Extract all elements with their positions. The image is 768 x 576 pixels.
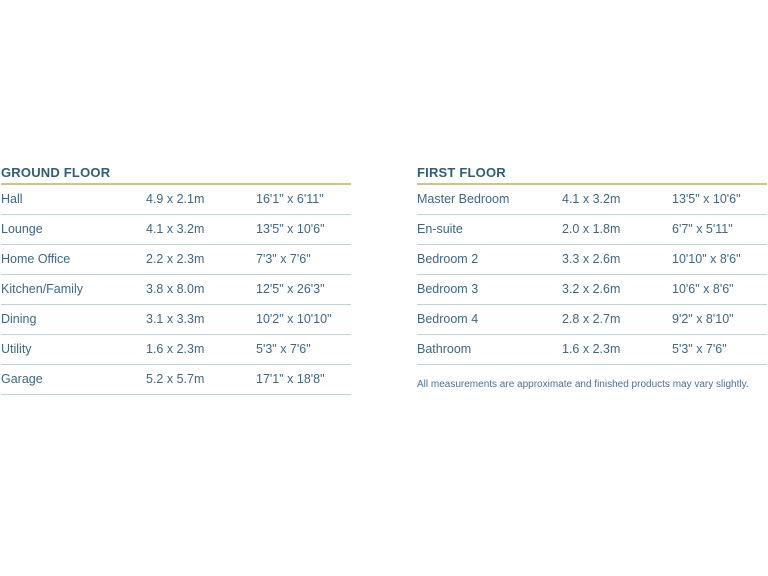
room-imperial-size: 10'10" x 8'6" [672, 252, 741, 266]
room-imperial-size: 5'3" x 7'6" [256, 342, 311, 356]
room-metric-size: 3.3 x 2.6m [562, 252, 621, 266]
room-metric-size: 3.8 x 8.0m [146, 282, 205, 296]
room-row [417, 245, 767, 275]
room-metric-size: 4.9 x 2.1m [146, 192, 205, 206]
room-row [417, 185, 767, 215]
room-name: Utility [1, 342, 32, 356]
room-imperial-size: 13'5" x 10'6" [256, 222, 325, 236]
room-imperial-size: 13'5" x 10'6" [672, 192, 741, 206]
room-row [1, 275, 351, 305]
ground-floor-section [1, 163, 351, 395]
room-row [417, 335, 767, 365]
room-row [1, 185, 351, 215]
first-floor-room-list [417, 185, 767, 365]
room-imperial-size: 9'2" x 8'10" [672, 312, 734, 326]
room-imperial-size: 5'3" x 7'6" [672, 342, 727, 356]
room-name: Bedroom 2 [417, 252, 479, 266]
room-imperial-size: 12'5" x 26'3" [256, 282, 325, 296]
room-name: Lounge [1, 222, 43, 236]
room-row [1, 365, 351, 395]
room-name: Bedroom 4 [417, 312, 479, 326]
room-metric-size: 5.2 x 5.7m [146, 372, 205, 386]
room-metric-size: 3.2 x 2.6m [562, 282, 621, 296]
room-name: Kitchen/Family [1, 282, 83, 296]
room-name: Garage [1, 372, 43, 386]
room-row [417, 215, 767, 245]
room-name: Dining [1, 312, 37, 326]
room-imperial-size: 10'6" x 8'6" [672, 282, 734, 296]
room-metric-size: 1.6 x 2.3m [562, 342, 621, 356]
first-floor-section [417, 163, 767, 390]
room-row [417, 275, 767, 305]
room-metric-size: 3.1 x 3.3m [146, 312, 205, 326]
ground-floor-title: GROUND FLOOR [1, 163, 351, 185]
ground-floor-room-list [1, 185, 351, 395]
room-row [417, 305, 767, 335]
room-imperial-size: 16'1" x 6'11" [256, 192, 324, 206]
room-metric-size: 4.1 x 3.2m [146, 222, 205, 236]
room-row [1, 215, 351, 245]
room-row [1, 245, 351, 275]
room-row [1, 305, 351, 335]
room-metric-size: 2.0 x 1.8m [562, 222, 621, 236]
room-imperial-size: 7'3" x 7'6" [256, 252, 311, 266]
room-metric-size: 2.8 x 2.7m [562, 312, 621, 326]
room-name: Master Bedroom [417, 192, 510, 206]
room-name: En-suite [417, 222, 463, 236]
room-name: Hall [1, 192, 23, 206]
room-name: Bedroom 3 [417, 282, 479, 296]
first-floor-title: FIRST FLOOR [417, 163, 767, 185]
room-row [1, 335, 351, 365]
measurements-disclaimer: All measurements are approximate and finished products may vary slightly. [417, 379, 749, 390]
room-name: Bathroom [417, 342, 472, 356]
room-imperial-size: 10'2" x 10'10" [256, 312, 332, 326]
room-name: Home Office [1, 252, 71, 266]
room-metric-size: 2.2 x 2.3m [146, 252, 205, 266]
room-imperial-size: 6'7" x 5'11" [672, 222, 733, 236]
room-metric-size: 1.6 x 2.3m [146, 342, 205, 356]
room-imperial-size: 17'1" x 18'8" [256, 372, 325, 386]
room-metric-size: 4.1 x 3.2m [562, 192, 621, 206]
